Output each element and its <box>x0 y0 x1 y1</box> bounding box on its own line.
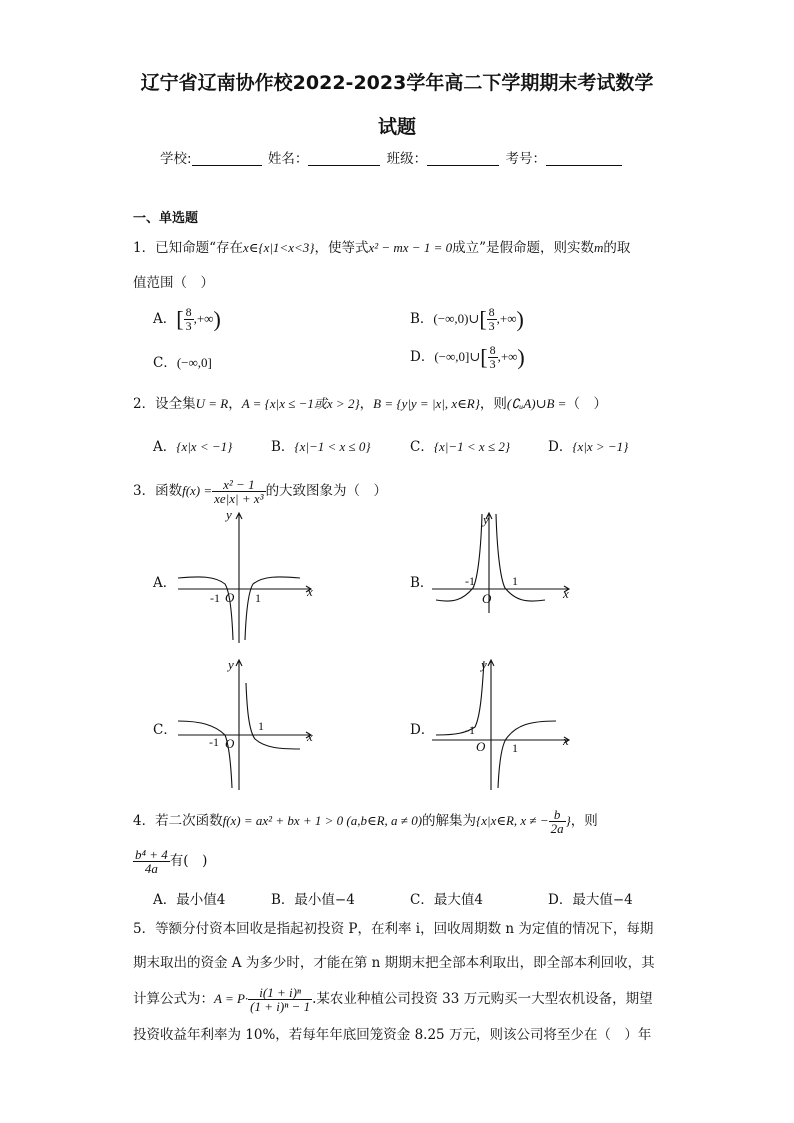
curve-right <box>246 683 300 749</box>
tick-pos1-label: 1 <box>255 591 261 605</box>
school-field[interactable] <box>192 151 262 166</box>
tick-neg1-label: -1 <box>465 723 475 737</box>
tick-pos1-label: 1 <box>512 574 518 588</box>
y-label: y <box>483 512 489 527</box>
q4-option-a[interactable]: A．最小值4 <box>153 892 226 908</box>
q2-option-d[interactable]: D．{x|x > −1} <box>548 439 629 455</box>
q5-stem-line1: 5．等额分付资本回收是指起初投资 P，在利率 i，回收周期数 n 为定值的情况下，每期 <box>133 921 654 937</box>
origin-label: O <box>225 736 235 751</box>
q1-stem-line2: 值范围（ ） <box>133 275 214 291</box>
name-label: 姓名： <box>267 151 309 167</box>
q5-stem-line4: 投资收益年利率为 10%，若每年年底回笼资金 8.25 万元，则该公司将至少在（ ）年 <box>133 1027 652 1043</box>
q4-stem-line2: $\frac{\text{b⁴ + 4}}{4a}$ 有( ) <box>135 847 208 876</box>
curve-left <box>178 577 233 640</box>
tick-neg1-label: -1 <box>209 735 219 749</box>
tick-pos1-label: 1 <box>512 741 518 755</box>
page-title-line1: 辽宁省辽南协作校2022-2023学年高二下学期期末考试数学 <box>140 72 654 94</box>
curve-left <box>178 721 232 788</box>
q3-graph-b <box>428 508 578 618</box>
x-label: x <box>307 584 313 599</box>
origin-label: O <box>225 590 235 605</box>
q5-stem-line3: 计算公式为：A = P· $\frac{\text{i(1 + i)ⁿ}}{\text{(1 + i)ⁿ − 1}}$ .某农业种植公司投资 33 万元购买一大型农机设备，期望 <box>133 985 653 1014</box>
q2-option-a[interactable]: A．{x|x < −1} <box>153 439 233 455</box>
tick-neg1-label: -1 <box>210 591 220 605</box>
x-label: x <box>307 729 313 744</box>
q4-stem-line1: 4．若二次函数f(x) = ax² + bx + 1 > 0 (a,b∈R, a ≠ 0)的解集为{x|x∈R, x ≠ − $\frac{b}{2a}$ }，则 <box>133 807 598 836</box>
origin-label: O <box>476 739 486 754</box>
x-label: x <box>563 733 569 748</box>
q3-option-d[interactable]: D． <box>410 722 435 738</box>
q1-option-c[interactable]: C．(−∞,0] <box>153 355 212 371</box>
tick-pos1-label: 1 <box>258 719 264 733</box>
q2-option-b[interactable]: B．{x|−1 < x ≤ 0} <box>271 439 371 455</box>
x-label: x <box>563 586 569 601</box>
name-field[interactable] <box>308 151 380 166</box>
y-label: y <box>228 657 234 672</box>
q5-stem-line2: 期末取出的资金 A 为多少时，才能在第 n 期期末把全部本利取出，即全部本利回收，其 <box>133 955 655 971</box>
q3-graph-a <box>170 508 320 648</box>
student-info-line <box>160 147 624 167</box>
tick-neg1-label: -1 <box>465 574 475 588</box>
section-title: 一、单选题 <box>133 211 199 226</box>
curve-left <box>436 661 484 735</box>
curve-left <box>436 514 482 601</box>
q3-graph-d <box>428 655 578 795</box>
q1-stem-line1: 1．已知命题“存在x∈{x|1<x<3}，使等式x² − mx − 1 = 0成立”是假命题，则实数m的取 <box>133 240 631 256</box>
q3-graph-c <box>170 655 320 795</box>
q1-option-a[interactable]: A．[ $\frac{8}{3}$ ,+∞) <box>153 305 221 333</box>
q2-stem: 2．设全集U = R，A = {x|x ≤ −1或x > 2}，B = {y|y = |x|, x∈R}，则(∁ᵤA)∪B =（ ） <box>133 396 607 412</box>
page-title-line2: 试题 <box>377 116 416 138</box>
q4-option-c[interactable]: C．最大值4 <box>410 892 483 908</box>
exam-no-label: 考号： <box>505 151 546 167</box>
q3-option-b[interactable]: B． <box>410 575 434 591</box>
y-label: y <box>226 508 232 522</box>
curve-right <box>498 721 556 788</box>
class-label: 班级： <box>386 151 428 167</box>
y-label: y <box>481 657 487 672</box>
q3-option-a[interactable]: A． <box>153 575 177 591</box>
class-field[interactable] <box>427 151 499 166</box>
curve-right <box>496 514 545 601</box>
origin-label: O <box>482 591 492 606</box>
q4-option-d[interactable]: D．最大值−4 <box>548 892 633 908</box>
curve-right <box>245 577 300 640</box>
q1-option-b[interactable]: B．(−∞,0)∪[ $\frac{8}{3}$ ,+∞) <box>410 305 524 333</box>
q3-option-c[interactable]: C． <box>153 722 177 738</box>
exam-no-field[interactable] <box>546 151 622 166</box>
school-label: 学校: <box>160 151 192 167</box>
q2-option-c[interactable]: C．{x|−1 < x ≤ 2} <box>410 439 511 455</box>
q3-stem: 3．函数f(x) = $\frac{\text{x² − 1}}{\text{xe|x| + x³}}$ 的大致图象为（ ） <box>133 477 388 506</box>
q1-option-d[interactable]: D．(−∞,0]∪[ $\frac{8}{3}$ ,+∞) <box>410 343 525 371</box>
q4-option-b[interactable]: B．最小值−4 <box>271 892 355 908</box>
